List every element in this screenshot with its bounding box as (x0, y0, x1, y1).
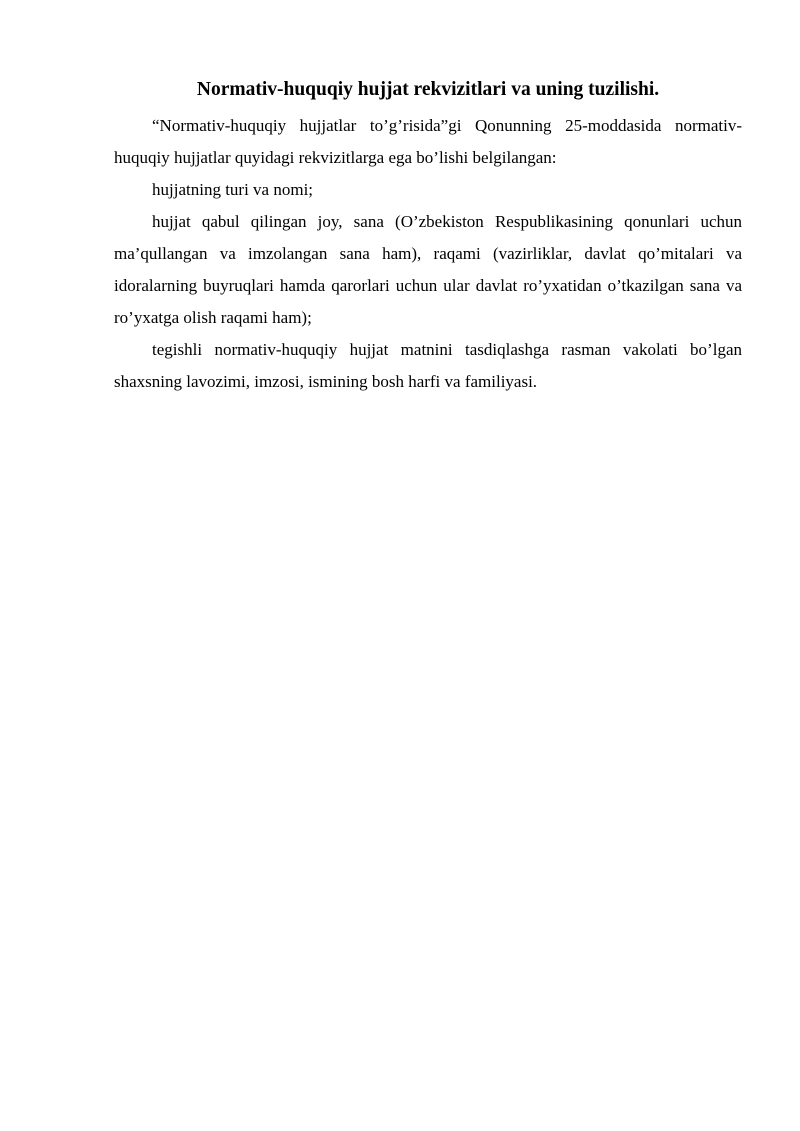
document-title: Normativ-huquqiy hujjat rekvizitlari va uning tuzilishi. (196, 79, 660, 100)
paragraph-signatory: tegishli normativ-huquqiy hujjat matnini tasdiqlashga rasman vakolati bo’lgan shaxsning lavozimi, imzosi, ismining bosh harfi va familiyasi. (114, 340, 742, 391)
paragraph-intro: “Normativ-huquqiy hujjatlar to’g’risida”gi Qonunning 25-moddasida normativ-huquqiy hujjatlar quyidagi rekvizitlarga ega bo’lishi belgilangan: (114, 116, 742, 167)
paragraph-type-and-name: hujjatning turi va nomi; (152, 180, 314, 199)
document-page (114, 76, 742, 398)
paragraph-place-date-number: hujjat qabul qilingan joy, sana (O’zbekiston Respublikasining qonunlari uchun ma’qullangan va imzolangan sana ham), raqami (vazirliklar, davlat qo’mitalari va idoralarning buyruqlari hamda qarorlari uchun ular davlat ro’yxatidan o’tkazilgan sana va ro’yxatga olish raqami ham); (114, 212, 742, 327)
